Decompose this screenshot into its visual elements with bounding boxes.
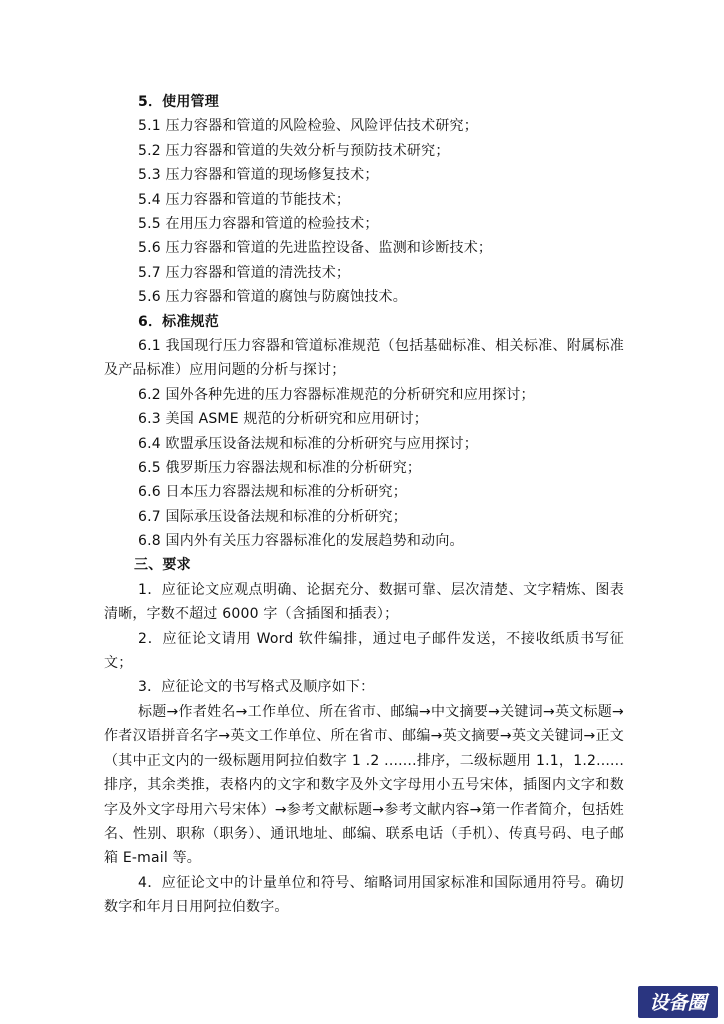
section-heading-6: 6．标准规范 [138, 313, 219, 330]
list-item: 6.7 国际承压设备法规和标准的分析研究； [138, 508, 407, 525]
list-item: 5.7 压力容器和管道的清洗技术； [138, 264, 351, 281]
list-item: 6.5 俄罗斯压力容器法规和标准的分析研究； [138, 459, 422, 476]
section-heading-5: 5．使用管理 [138, 94, 219, 110]
list-item: 6.1 我国现行压力容器和管道标准规范（包括基础标准、相关标准、附属标准及产品标准）应用问题的分析与探讨； [104, 337, 624, 379]
requirement-paragraph: 2．应征论文请用 Word 软件编排，通过电子邮件发送，不接收纸质书写征文； [104, 630, 624, 672]
list-item: 5.6 压力容器和管道的腐蚀与防腐蚀技术。 [138, 289, 407, 306]
requirement-paragraph: 3．应征论文的书写格式及顺序如下： [138, 679, 375, 696]
list-item: 6.8 国内外有关压力容器标准化的发展趋势和动向。 [138, 533, 464, 550]
requirement-paragraph: 4．应征论文中的计量单位和符号、缩略词用国家标准和国际通用符号。确切数字和年月日用阿拉伯数字。 [104, 874, 624, 916]
watermark-logo [638, 986, 718, 1018]
list-item: 5.1 压力容器和管道的风险检验、风险评估技术研究； [138, 118, 478, 135]
format-order-paragraph: 标题→作者姓名→工作单位、所在省市、邮编→中文摘要→关键词→英文标题→作者汉语拼音名字→英文工作单位、所在省市、邮编→英文摘要→英文关键词→正文（其中正文内的一级标题用阿拉伯数字 1 .2 .......排序，二级标题用 1.1，1.2......排序，其余类推，表格内的文字和数字及外文字母用小五号宋体，插图内文字和数字及外文字母用六号宋体）→参考文献标题→参考文献内容→第一作者简介，包括姓名、性别、职称（职务）、通讯地址、邮编、联系电话（手机）、传真号码、电子邮箱 E-mail 等。 [104, 703, 624, 867]
requirement-paragraph: 1．应征论文应观点明确、论据充分、数据可靠、层次清楚、文字精炼、图表清晰，字数不超过 6000 字（含插图和插表）； [104, 581, 624, 623]
list-item: 5.6 压力容器和管道的先进监控设备、监测和诊断技术； [138, 240, 493, 257]
list-item: 6.2 国外各种先进的压力容器标准规范的分析研究和应用探讨； [138, 386, 535, 403]
list-item: 5.2 压力容器和管道的失效分析与预防技术研究； [138, 142, 450, 159]
watermark-logo-text: 设备圈 [649, 992, 707, 1014]
watermark-logo-graphic [642, 988, 714, 1016]
document-body [104, 90, 624, 920]
list-item: 5.5 在用压力容器和管道的检验技术； [138, 215, 379, 232]
list-item: 6.4 欧盟承压设备法规和标准的分析研究与应用探讨； [138, 435, 478, 452]
list-item: 6.6 日本压力容器法规和标准的分析研究； [138, 484, 407, 501]
list-item: 6.3 美国 ASME 规范的分析研究和应用研讨； [138, 411, 429, 428]
list-item: 5.4 压力容器和管道的节能技术； [138, 191, 351, 208]
list-item: 5.3 压力容器和管道的现场修复技术； [138, 167, 379, 184]
section-heading-requirements: 三、要求 [134, 557, 191, 574]
